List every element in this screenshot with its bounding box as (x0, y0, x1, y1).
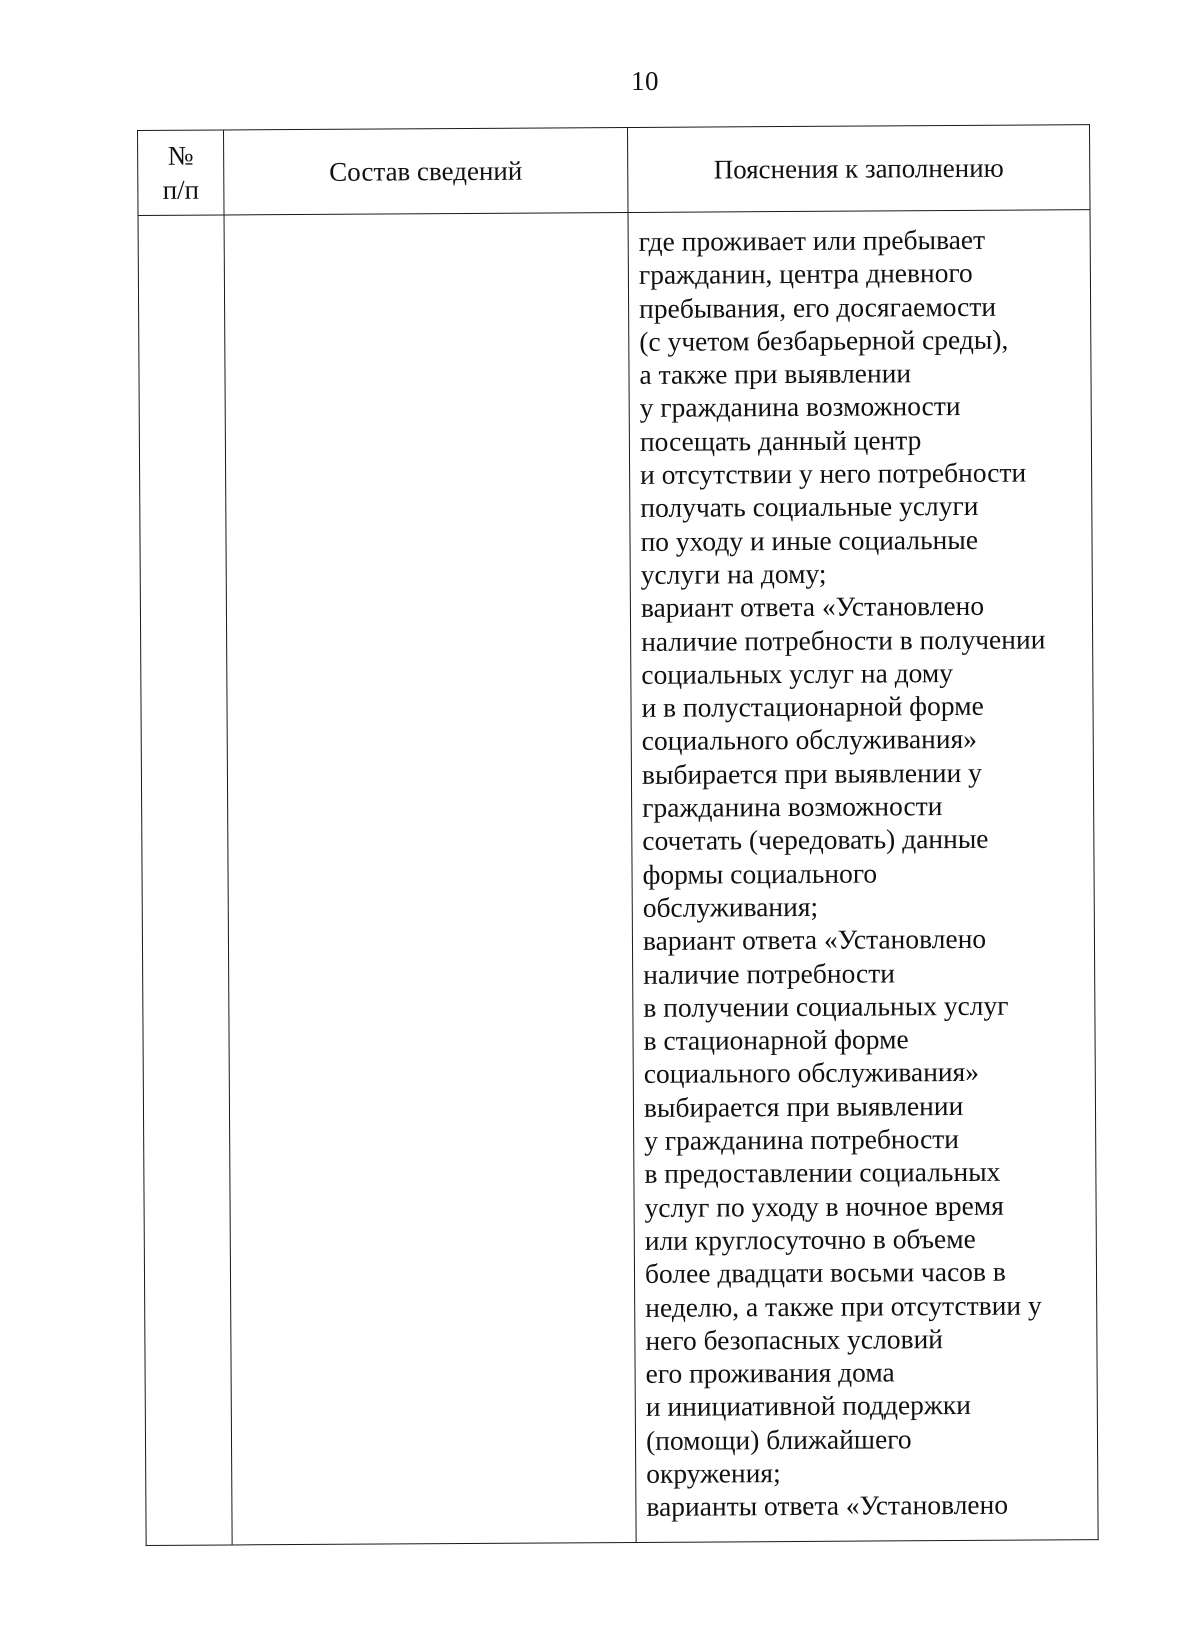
explanation-line: неделю, а также при отсутствии у (645, 1288, 1042, 1323)
explanation-line: и инициативной поддержки (645, 1389, 972, 1423)
explanation-line: его проживания дома (645, 1356, 895, 1390)
explanation-line: варианты ответа «Установлено (646, 1488, 1009, 1523)
explanation-line: в предоставлении социальных (644, 1156, 1001, 1190)
explanation-line: посещать данный центр (639, 423, 922, 457)
explanation-line: в получении социальных услуг (643, 989, 1009, 1023)
explanation-line: у гражданина потребности (644, 1123, 960, 1156)
explanation-line: (с учетом безбарьерной среды), (639, 323, 1009, 357)
header-explanation: Пояснения к заполнению (627, 125, 1090, 213)
explanation-line: выбирается при выявлении у (641, 756, 982, 790)
explanation-line: окружения; (646, 1457, 781, 1489)
explanation-line: наличие потребности в получении (641, 623, 1046, 657)
header-number-line2: п/п (162, 174, 200, 205)
cell-explanation (628, 210, 1098, 1543)
explanation-line: или круглосуточно в объеме (644, 1222, 976, 1256)
explanation-text (629, 210, 1098, 1523)
explanation-line: а также при выявлении (639, 357, 912, 391)
explanation-line: обслуживания; (642, 890, 819, 923)
cell-composition (224, 213, 636, 1545)
explanation-line: по уходу и иные социальные (640, 523, 979, 557)
explanation-line: и отсутствии у него потребности (640, 456, 1027, 491)
header-composition: Состав сведений (224, 128, 629, 215)
requirements-table (137, 124, 1098, 1546)
explanation-line: более двадцати восьми часов в (644, 1255, 1006, 1290)
explanation-line: наличие потребности (643, 956, 895, 990)
explanation-line: выбирается при выявлении (643, 1089, 964, 1123)
explanation-line: у гражданина возможности (639, 390, 961, 424)
explanation-line: сочетать (чередовать) данные (642, 823, 989, 857)
table-row (138, 210, 1098, 1546)
explanation-line: в стационарной форме (643, 1023, 909, 1057)
cell-number (138, 215, 232, 1546)
explanation-line: (помощи) ближайшего (645, 1422, 912, 1456)
explanation-line: получать социальные услуги (640, 490, 979, 524)
page-number: 10 (631, 66, 659, 96)
explanation-line: него безопасных условий (645, 1322, 944, 1356)
explanation-line: вариант ответа «Установлено (640, 590, 985, 624)
explanation-line: где проживает или пребывает (638, 223, 986, 257)
explanation-line: пребывания, его досягаемости (639, 290, 997, 324)
table-header-row (138, 125, 1091, 216)
explanation-line: услуги на дому; (640, 557, 827, 590)
explanation-line: гражданина возможности (642, 790, 943, 823)
explanation-line: формы социального (642, 857, 878, 890)
explanation-line: вариант ответа «Установлено (642, 923, 987, 957)
explanation-line: социального обслуживания» (643, 1056, 980, 1090)
explanation-line: услуг по уходу в ночное время (644, 1189, 1004, 1223)
explanation-line: и в полустационарной форме (641, 689, 984, 724)
header-number-line1: № (167, 140, 194, 171)
header-number (138, 130, 225, 216)
explanation-line: социальных услуг на дому (641, 656, 954, 690)
explanation-line: социального обслуживания» (641, 723, 978, 757)
explanation-line: гражданин, центра дневного (638, 257, 973, 291)
